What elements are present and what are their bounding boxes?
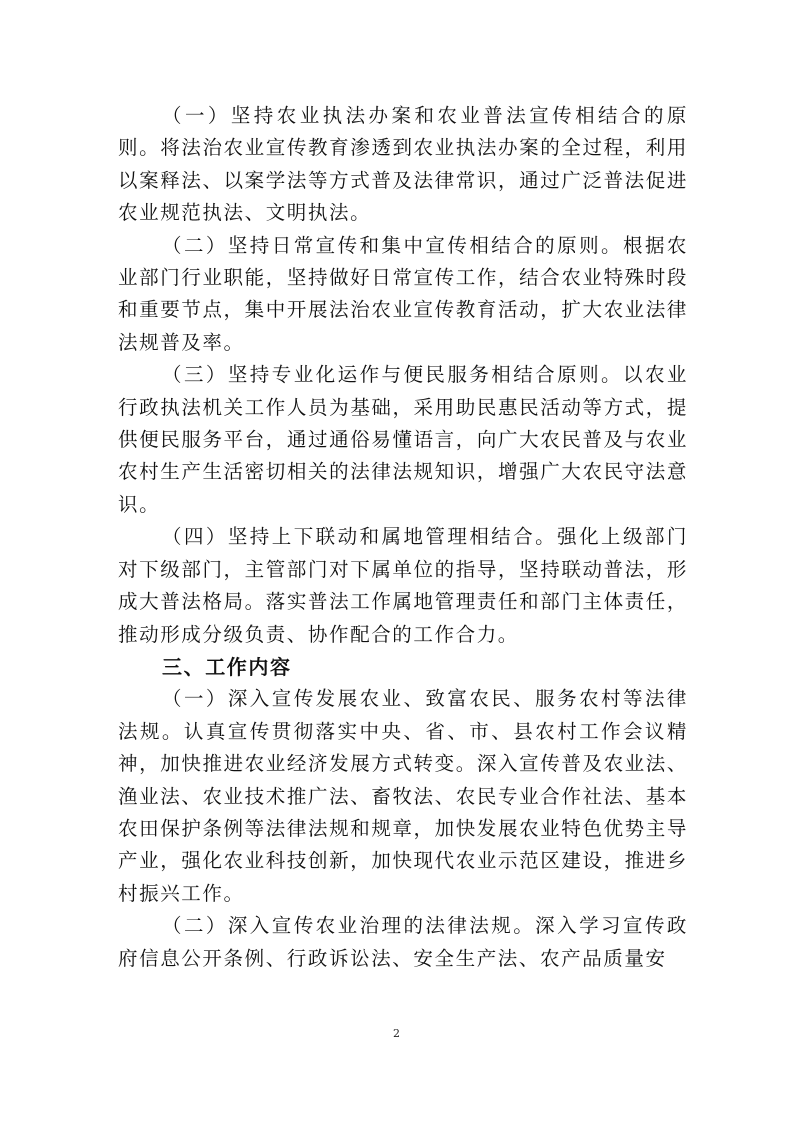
content-paragraph-2: （二）深入宣传农业治理的法律法规。深入学习宣传政府信息公开条例、行政诉讼法、安全生产法、农产品质量安 [118, 914, 688, 970]
content-paragraph-1: （一）深入宣传发展农业、致富农民、服务农村等法律法规。认真宣传贯彻落实中央、省、市、县农村工作会议精神，加快推进农业经济发展方式转变。深入宣传普及农业法、渔业法、农业技术推广法、畜牧法、农民专业合作社法、基本农田保护条例等法律法规和规章，加快发展农业特色优势主导产业，强化农业科技创新，加快现代农业示范区建设，推进乡村振兴工作。 [118, 687, 688, 905]
section-heading: 三、工作内容 [162, 654, 292, 679]
principle-paragraph-2: （二）坚持日常宣传和集中宣传相结合的原则。根据农业部门行业职能，坚持做好日常宣传工作，结合农业特殊时段和重要节点，集中开展法治农业宣传教育活动，扩大农业法律法规普及率。 [118, 233, 688, 354]
page-body [118, 100, 688, 975]
page-number: 2 [393, 1027, 400, 1040]
principle-paragraph-4: （四）坚持上下联动和属地管理相结合。强化上级部门对下级部门，主管部门对下属单位的指导，坚持联动普法，形成大普法格局。落实普法工作属地管理责任和部门主体责任，推动形成分级负责、协作配合的工作合力。 [118, 525, 688, 646]
principle-paragraph-1: （一）坚持农业执法办案和农业普法宣传相结合的原则。将法治农业宣传教育渗透到农业执法办案的全过程，利用以案释法、以案学法等方式普及法律常识，通过广泛普法促进农业规范执法、文明执法。 [118, 104, 688, 225]
principle-paragraph-3: （三）坚持专业化运作与便民服务相结合原则。以农业行政执法机关工作人员为基础，采用助民惠民活动等方式，提供便民服务平台，通过通俗易懂语言，向广大农民普及与农业农村生产生活密切相关的法律法规知识，增强广大农民守法意识。 [118, 363, 688, 516]
